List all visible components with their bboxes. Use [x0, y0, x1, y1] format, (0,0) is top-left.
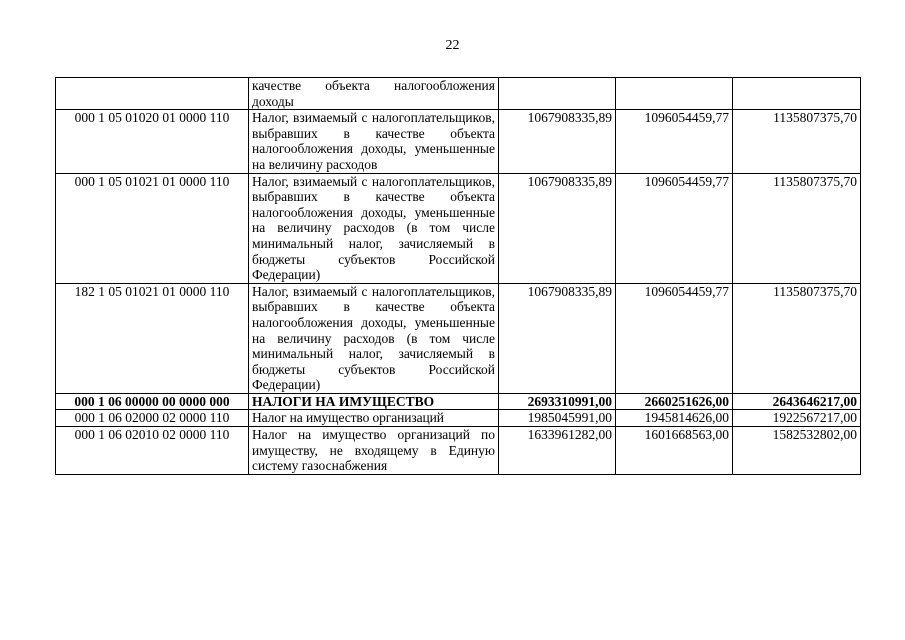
table-row-section-total — [56, 393, 861, 410]
row-value-year-1: 2693310991,00 — [499, 393, 616, 410]
row-code — [56, 78, 249, 110]
row-name: Налог, взимаемый с налогоплательщиков, выбравших в качестве объекта налогообложения доходы, уменьшенные на величину расходов (в том числе минимальный налог, зачисляемый в бюджеты субъектов Российской Федерации) — [249, 283, 499, 393]
row-value-year-2: 1601668563,00 — [616, 427, 733, 475]
table-row — [56, 283, 861, 393]
row-name: Налог, взимаемый с налогоплательщиков, выбравших в качестве объекта налогообложения доходы, уменьшенные на величину расходов — [249, 110, 499, 173]
row-value-year-3: 1135807375,70 — [733, 110, 861, 173]
row-name: Налог, взимаемый с налогоплательщиков, выбравших в качестве объекта налогообложения доходы, уменьшенные на величину расходов (в том числе минимальный налог, зачисляемый в бюджеты субъектов Российской Федерации) — [249, 173, 499, 283]
row-value-year-1: 1067908335,89 — [499, 110, 616, 173]
row-value-year-3: 1135807375,70 — [733, 283, 861, 393]
row-value-year-3: 1922567217,00 — [733, 410, 861, 427]
revenue-table — [55, 77, 861, 475]
row-value-year-1: 1633961282,00 — [499, 427, 616, 475]
row-value-year-2: 1096054459,77 — [616, 173, 733, 283]
row-value-year-3: 1135807375,70 — [733, 173, 861, 283]
page-number: 22 — [445, 38, 460, 53]
table-row — [56, 110, 861, 173]
row-name: Налог на имущество организаций — [249, 410, 499, 427]
row-code: 000 1 05 01021 01 0000 110 — [56, 173, 249, 283]
row-value-year-2 — [616, 78, 733, 110]
row-value-year-3: 1582532802,00 — [733, 427, 861, 475]
row-value-year-1: 1067908335,89 — [499, 173, 616, 283]
row-value-year-1: 1067908335,89 — [499, 283, 616, 393]
table-row — [56, 410, 861, 427]
row-value-year-1: 1985045991,00 — [499, 410, 616, 427]
row-value-year-3 — [733, 78, 861, 110]
table-row — [56, 78, 861, 110]
row-code: 182 1 05 01021 01 0000 110 — [56, 283, 249, 393]
row-name: качестве объекта налогообложения доходы — [249, 78, 499, 110]
row-code: 000 1 06 00000 00 0000 000 — [56, 393, 249, 410]
row-value-year-3: 2643646217,00 — [733, 393, 861, 410]
row-value-year-1 — [499, 78, 616, 110]
row-name: Налог на имущество организаций по имуществу, не входящему в Единую систему газоснабжения — [249, 427, 499, 475]
row-value-year-2: 1096054459,77 — [616, 283, 733, 393]
row-code: 000 1 06 02010 02 0000 110 — [56, 427, 249, 475]
table-row — [56, 427, 861, 475]
row-value-year-2: 1096054459,77 — [616, 110, 733, 173]
table-row — [56, 173, 861, 283]
row-value-year-2: 2660251626,00 — [616, 393, 733, 410]
row-name: НАЛОГИ НА ИМУЩЕСТВО — [249, 393, 499, 410]
row-code: 000 1 06 02000 02 0000 110 — [56, 410, 249, 427]
row-value-year-2: 1945814626,00 — [616, 410, 733, 427]
row-code: 000 1 05 01020 01 0000 110 — [56, 110, 249, 173]
